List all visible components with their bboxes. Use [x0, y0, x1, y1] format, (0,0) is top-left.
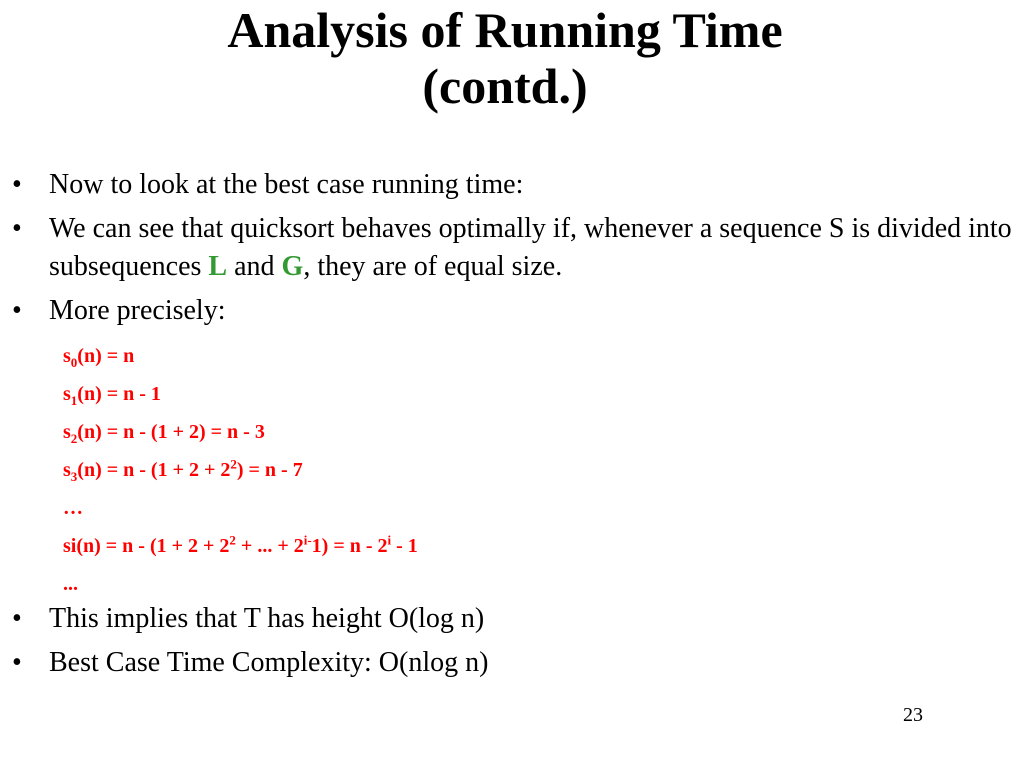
- bullet-list-continued: [12, 600, 1012, 688]
- subsequence-l-label: L: [208, 251, 228, 282]
- bullet-text: We can see that quicksort behaves optimally if, whenever a sequence S is divided into subsequences: [49, 213, 1012, 282]
- bullet-text: Best Case Time Complexity: O(nlog n): [49, 647, 489, 678]
- formula-ellipsis: …: [63, 497, 83, 519]
- slide-title-line-2: (contd.): [422, 58, 588, 114]
- bullet-item: [12, 644, 1012, 682]
- bullet-item: [12, 166, 1012, 204]
- slide-title-line-1: Analysis of Running Time: [227, 2, 783, 58]
- formula-s3: $s_3(n) = n - (1 + 2 + 2^2) = n - 7$: [63, 456, 303, 484]
- page-number: 23: [903, 704, 923, 726]
- bullet-glyph: •: [12, 295, 22, 326]
- bullet-text: This implies that T has height O(log n): [49, 603, 485, 634]
- bullet-glyph: •: [12, 169, 22, 200]
- bullet-text: More precisely:: [49, 295, 226, 326]
- formula-s2: $s_2(n) = n - (1 + 2) = n - 3$: [63, 421, 265, 446]
- bullet-glyph: •: [12, 647, 22, 678]
- bullet-item: [12, 210, 1012, 286]
- slide-title: [0, 2, 1010, 114]
- formula-s0: $s_0(n) = n$: [63, 345, 135, 370]
- bullet-glyph: •: [12, 213, 22, 244]
- formula-ellipsis-end: ...: [63, 573, 78, 595]
- bullet-text-end: , they are of equal size.: [303, 251, 563, 282]
- bullet-item: [12, 292, 1012, 330]
- bullet-item: [12, 600, 1012, 638]
- subsequence-g-label: G: [281, 251, 304, 282]
- formula-si: $si(n) = n - (1 + 2 + 2^2$ + ... + $2^{i-}1) = n - 2^i - 1$: [63, 532, 418, 557]
- bullet-glyph: •: [12, 603, 22, 634]
- bullet-text-and: and: [227, 251, 282, 282]
- formula-list: [63, 337, 418, 603]
- formula-s1: $s_1(n) = n - 1$: [63, 383, 161, 408]
- bullet-list: [12, 166, 1012, 336]
- bullet-text: Now to look at the best case running time:: [49, 169, 524, 200]
